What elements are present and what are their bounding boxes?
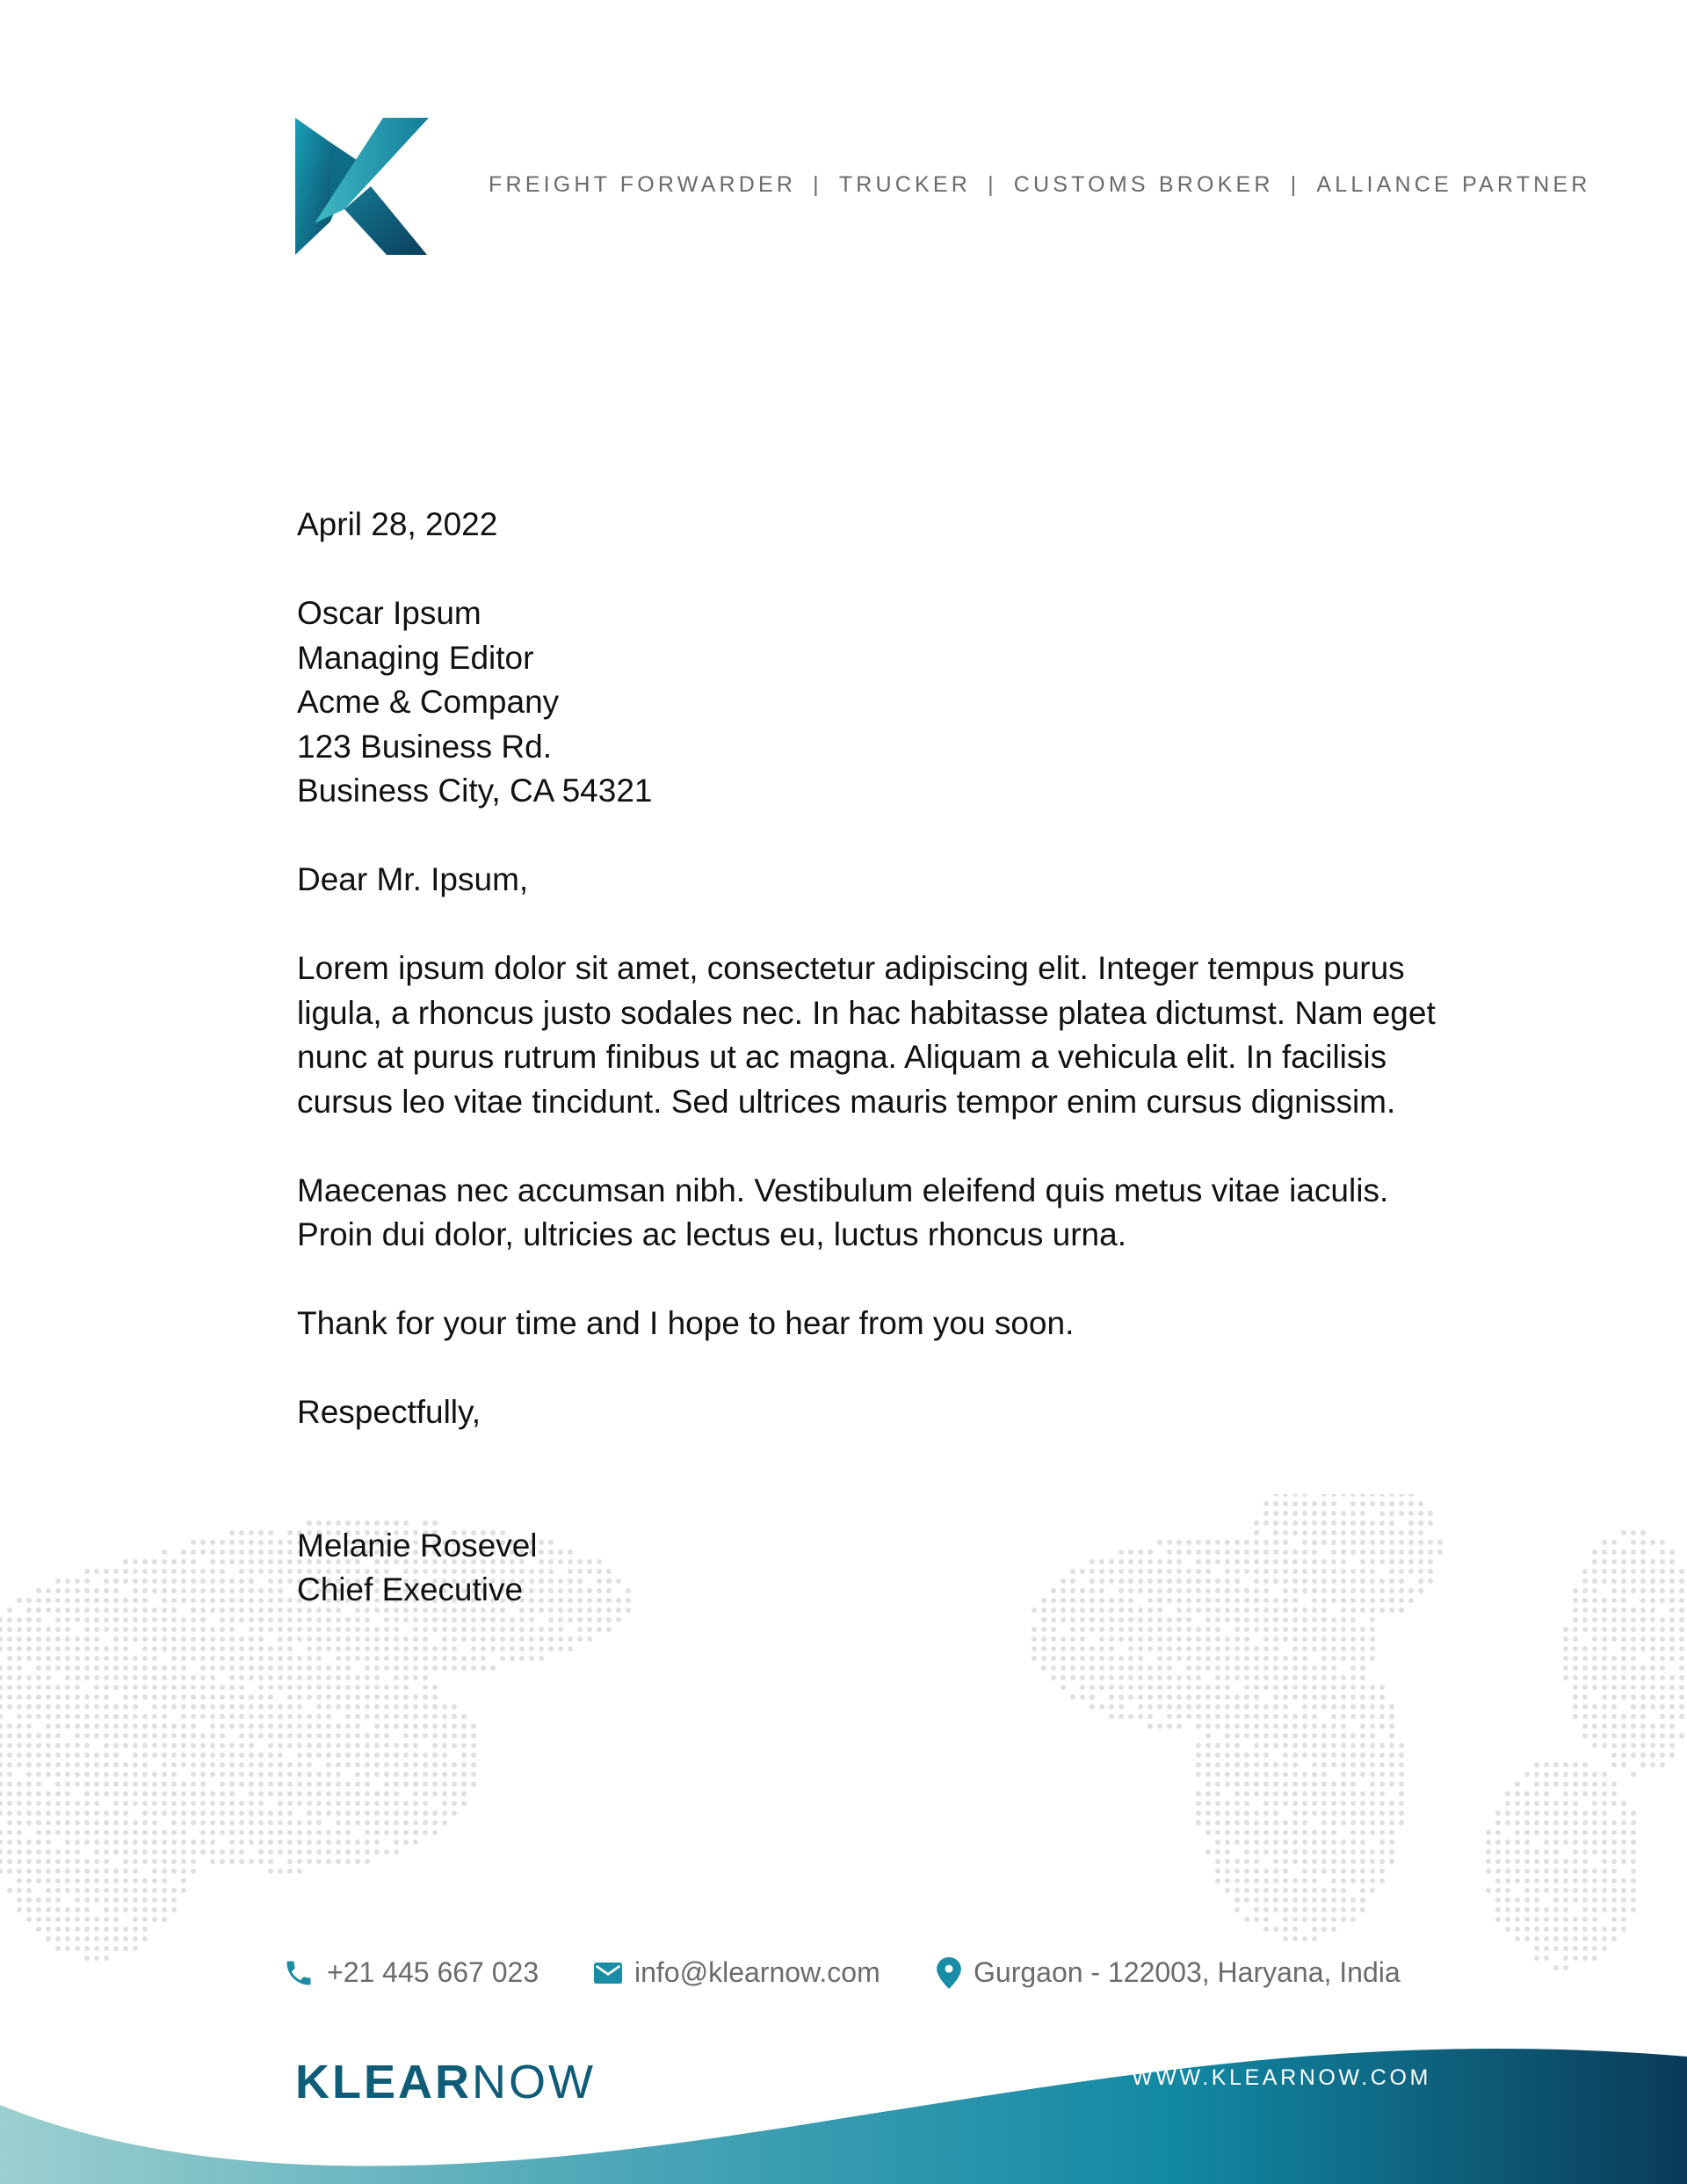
signer-name: Melanie Rosevel	[297, 1527, 538, 1564]
service-alliance-partner: ALLIANCE PARTNER	[1316, 172, 1591, 197]
service-separator: |	[988, 172, 997, 197]
signoff: Respectfully,	[297, 1394, 481, 1430]
service-list	[489, 172, 1591, 198]
paragraph-1-line-4: cursus leo vitae tincidunt. Sed ultrices mauris tempor enim cursus dignissim.	[297, 1083, 1396, 1120]
service-separator: |	[813, 172, 822, 197]
website-link[interactable]: WWW.KLEARNOW.COM	[1132, 2065, 1431, 2090]
letter-body	[297, 503, 1510, 1613]
contact-phone[interactable]	[283, 1956, 539, 1989]
location-pin-icon	[937, 1957, 961, 1989]
brand-wordmark	[295, 2055, 596, 2109]
brand-wordmark-light: NOW	[472, 2056, 596, 2108]
paragraph-2-line-2: Proin dui dolor, ultricies ac lectus eu, luctus rhoncus urna.	[297, 1216, 1126, 1252]
service-trucker: TRUCKER	[838, 172, 972, 197]
phone-number: +21 445 667 023	[327, 1956, 539, 1988]
recipient-name: Oscar Ipsum	[297, 595, 481, 631]
service-freight-forwarder: FREIGHT FORWARDER	[489, 172, 797, 197]
phone-icon	[283, 1957, 315, 1989]
paragraph-1-line-2: ligula, a rhoncus justo sodales nec. In hac habitasse platea dictumst. Nam eget	[297, 994, 1436, 1031]
email-address: info@klearnow.com	[634, 1956, 880, 1988]
recipient-city: Business City, CA 54321	[297, 773, 653, 809]
paragraph-2-line-1: Maecenas nec accumsan nibh. Vestibulum eleifend quis metus vitae iaculis.	[297, 1172, 1389, 1208]
signer-title: Chief Executive	[297, 1571, 524, 1607]
recipient-street: 123 Business Rd.	[297, 728, 553, 765]
brand-wordmark-bold: KLEAR	[295, 2056, 472, 2108]
recipient-company: Acme & Company	[297, 684, 560, 720]
k-logo-icon	[295, 118, 429, 255]
recipient-title: Managing Editor	[297, 639, 534, 676]
letter-date: April 28, 2022	[297, 506, 498, 542]
paragraph-1-line-1: Lorem ipsum dolor sit amet, consectetur adipiscing elit. Integer tempus purus	[297, 950, 1405, 986]
service-separator: |	[1290, 172, 1300, 197]
mail-icon	[594, 1962, 622, 1984]
footer-wave	[0, 2013, 1687, 2184]
service-customs-broker: CUSTOMS BROKER	[1013, 172, 1274, 197]
salutation: Dear Mr. Ipsum,	[297, 861, 529, 897]
contact-address[interactable]	[937, 1956, 1401, 1989]
contact-email[interactable]	[594, 1956, 880, 1989]
office-address: Gurgaon - 122003, Haryana, India	[974, 1956, 1401, 1988]
closing-line: Thank for your time and I hope to hear from you soon.	[297, 1305, 1075, 1341]
paragraph-1-line-3: nunc at purus rutrum finibus ut ac magna. Aliquam a vehicula elit. In facilisis	[297, 1039, 1387, 1075]
